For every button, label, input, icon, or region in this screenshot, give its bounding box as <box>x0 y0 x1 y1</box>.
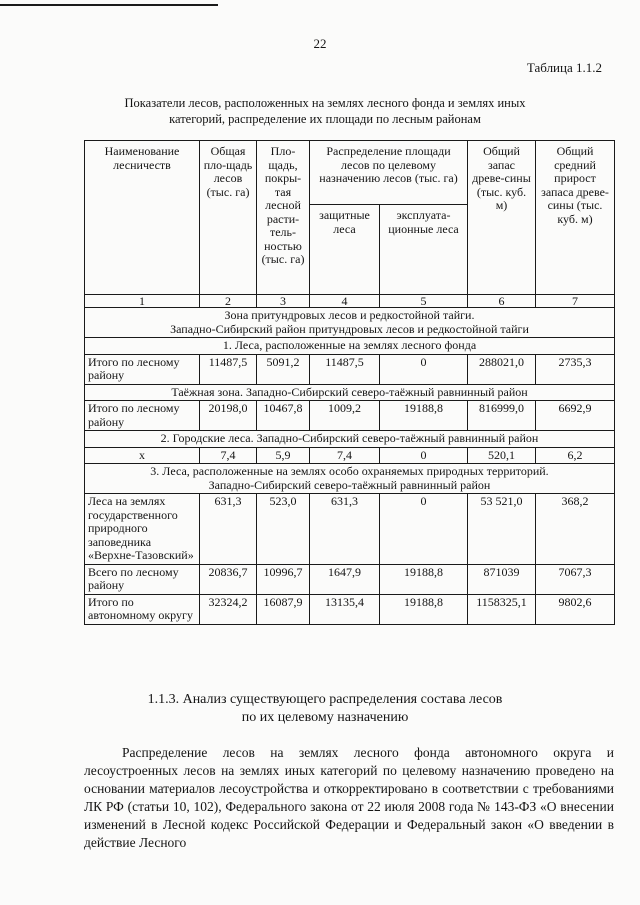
row-value: 9802,6 <box>536 594 615 624</box>
row-value: 520,1 <box>468 447 536 464</box>
row-value: 7067,3 <box>536 564 615 594</box>
row-name: Итого по лесному району <box>85 354 200 384</box>
row-value: 1009,2 <box>310 401 380 431</box>
row-name: Всего по лесному району <box>85 564 200 594</box>
row-value: 32324,2 <box>200 594 257 624</box>
row-name: Итого по лесному району <box>85 401 200 431</box>
table-row <box>85 594 615 624</box>
header-forest-area: Пло-щадь, покры-тая лесной расти-тель-ностью (тыс. га) <box>257 141 310 295</box>
row-value: 0 <box>380 494 468 565</box>
row-value: 816999,0 <box>468 401 536 431</box>
row-value: 6,2 <box>536 447 615 464</box>
row-value: 1158325,1 <box>468 594 536 624</box>
caption-line-1: Показатели лесов, расположенных на землях лесного фонда и землях иных <box>124 96 526 110</box>
row-value: 13135,4 <box>310 594 380 624</box>
row-value: 5,9 <box>257 447 310 464</box>
row-value: 6692,9 <box>536 401 615 431</box>
row-value: 20836,7 <box>200 564 257 594</box>
body-paragraph: Распределение лесов на землях лесного фонда автономного округа и лесоустроенных лесов на землях иных категорий по целевому назначению проведено на основании материалов лесоустройства и откорректировано в соответствии с требованиями ЛК РФ (статьи 10, 102), Федерального закона от 22 июля 2008 года № 143-ФЗ «О внесении изменений в Лесной кодекс Российской Федерации и Федеральный закон «О введении в действие Лесного <box>84 745 614 850</box>
section-heading: 1. Леса, расположенные на землях лесного фонда <box>85 338 615 355</box>
section-heading <box>85 308 615 338</box>
table-caption <box>80 95 570 127</box>
section-row <box>85 464 615 494</box>
section-title-line-2: по их целевому назначению <box>241 710 409 725</box>
row-value: 16087,9 <box>257 594 310 624</box>
row-name: Леса на землях государственного природного заповедника «Верхне-Тазовский» <box>85 494 200 565</box>
row-value: 1647,9 <box>310 564 380 594</box>
section-line: 3. Леса, расположенные на землях особо охраняемых природных территорий. <box>150 464 549 478</box>
table-label: Таблица 1.1.2 <box>526 60 602 75</box>
index-cell: 1 <box>85 295 200 308</box>
section-row <box>85 431 615 448</box>
row-value: 20198,0 <box>200 401 257 431</box>
section-heading: 2. Городские леса. Западно-Сибирский северо-таёжный равнинный район <box>85 431 615 448</box>
header-rule <box>0 4 218 6</box>
index-cell: 5 <box>380 295 468 308</box>
section-heading: Таёжная зона. Западно-Сибирский северо-таёжный равнинный район <box>85 384 615 401</box>
header-total-area: Общая пло-щадь лесов (тыс. га) <box>200 141 257 295</box>
index-cell: 7 <box>536 295 615 308</box>
header-stock: Общий запас древе-сины (тыс. куб. м) <box>468 141 536 295</box>
forest-indicators-table <box>84 140 615 625</box>
row-name: х <box>85 447 200 464</box>
section-title <box>100 691 550 727</box>
row-value: 871039 <box>468 564 536 594</box>
section-row <box>85 384 615 401</box>
header-distribution: Распределение площади лесов по целевому назначению лесов (тыс. га) <box>310 141 468 205</box>
header-growth: Общий средний прирост запаса древе-сины (тыс. куб. м) <box>536 141 615 295</box>
row-name: Итого по автономному округу <box>85 594 200 624</box>
row-value: 10996,7 <box>257 564 310 594</box>
caption-line-2: категорий, распределение их площади по лесным районам <box>169 112 481 126</box>
page-number: 22 <box>313 36 327 51</box>
index-cell: 6 <box>468 295 536 308</box>
row-value: 11487,5 <box>200 354 257 384</box>
row-value: 19188,8 <box>380 401 468 431</box>
row-value: 53 521,0 <box>468 494 536 565</box>
section-row <box>85 338 615 355</box>
row-value: 11487,5 <box>310 354 380 384</box>
index-cell: 4 <box>310 295 380 308</box>
row-value: 19188,8 <box>380 564 468 594</box>
row-value: 631,3 <box>310 494 380 565</box>
header-exploitation: эксплуата-ционные леса <box>380 205 468 295</box>
table-header-row <box>85 141 615 205</box>
row-value: 0 <box>380 354 468 384</box>
section-line: Западно-Сибирский северо-таёжный равнинный район <box>208 477 491 492</box>
table-row <box>85 401 615 431</box>
section-heading <box>85 464 615 494</box>
row-value: 0 <box>380 447 468 464</box>
column-index-row <box>85 295 615 308</box>
section-row <box>85 308 615 338</box>
header-name: Наименование лесничеств <box>85 141 200 295</box>
table-row <box>85 564 615 594</box>
row-value: 10467,8 <box>257 401 310 431</box>
header-protective: защитные леса <box>310 205 380 295</box>
table-row <box>85 494 615 565</box>
index-cell: 3 <box>257 295 310 308</box>
row-value: 288021,0 <box>468 354 536 384</box>
row-value: 2735,3 <box>536 354 615 384</box>
table-row <box>85 447 615 464</box>
index-cell: 2 <box>200 295 257 308</box>
row-value: 7,4 <box>200 447 257 464</box>
row-value: 5091,2 <box>257 354 310 384</box>
row-value: 523,0 <box>257 494 310 565</box>
section-title-line-1: 1.1.3. Анализ существующего распределения состава лесов <box>147 692 503 707</box>
row-value: 19188,8 <box>380 594 468 624</box>
section-line: Зона притундровых лесов и редкостойной тайги. <box>224 308 475 322</box>
row-value: 631,3 <box>200 494 257 565</box>
row-value: 7,4 <box>310 447 380 464</box>
row-value: 368,2 <box>536 494 615 565</box>
section-line: Западно-Сибирский район притундровых лесов и редкостойной тайги <box>170 321 529 336</box>
table-row <box>85 354 615 384</box>
